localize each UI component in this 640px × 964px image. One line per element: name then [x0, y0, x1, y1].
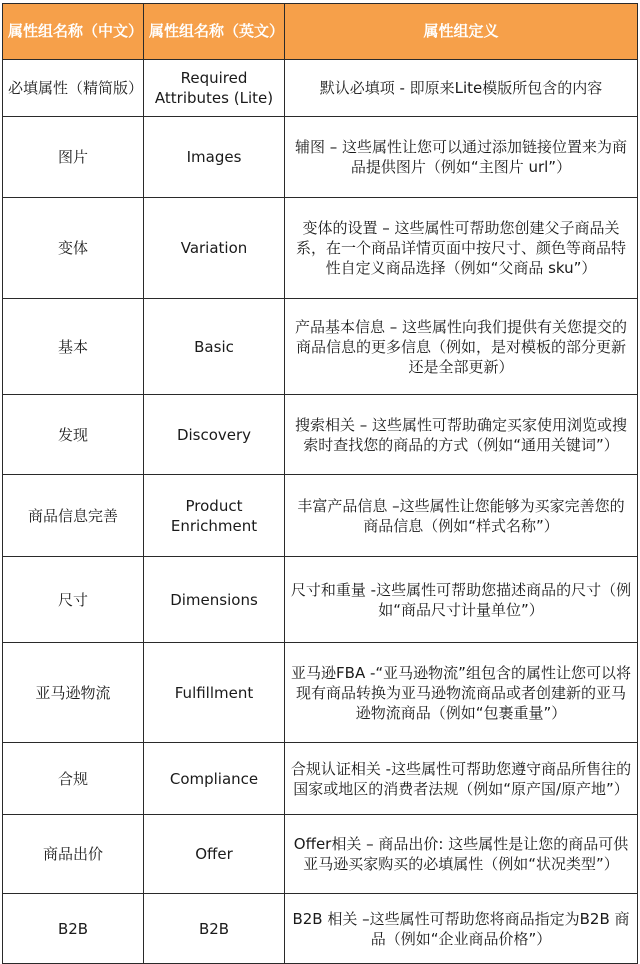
- cell-group-def: 辅图 – 这些属性让您可以通过添加链接位置来为商品提供图片（例如“主图片 url”）: [285, 117, 638, 198]
- cell-group-en: Fulfillment: [144, 643, 285, 743]
- cell-group-en: Images: [144, 117, 285, 198]
- cell-group-cn: 尺寸: [3, 557, 144, 643]
- table-row: [3, 299, 638, 395]
- attribute-group-sheet: [2, 3, 637, 961]
- cell-group-cn: 变体: [3, 198, 144, 299]
- cell-group-en: B2B: [144, 894, 285, 964]
- table-row: [3, 395, 638, 475]
- cell-group-en: Discovery: [144, 395, 285, 475]
- cell-group-en: Dimensions: [144, 557, 285, 643]
- cell-group-en: Basic: [144, 299, 285, 395]
- cell-group-cn: 合规: [3, 743, 144, 815]
- table-row: [3, 643, 638, 743]
- table-header: [3, 4, 638, 60]
- cell-group-cn: 必填属性（精简版）: [3, 60, 144, 117]
- table-row: [3, 557, 638, 643]
- cell-group-cn: 商品信息完善: [3, 475, 144, 557]
- cell-group-cn: B2B: [3, 894, 144, 964]
- cell-group-def: B2B 相关 –这些属性可帮助您将商品指定为B2B 商品（例如“企业商品价格”）: [285, 894, 638, 964]
- cell-group-en: Required Attributes (Lite): [144, 60, 285, 117]
- cell-group-def: 丰富产品信息 –这些属性让您能够为买家完善您的商品信息（例如“样式名称”）: [285, 475, 638, 557]
- cell-group-cn: 基本: [3, 299, 144, 395]
- table-row: [3, 198, 638, 299]
- cell-group-def: 产品基本信息 – 这些属性向我们提供有关您提交的商品信息的更多信息（例如，是对模板的部分更新还是全部更新）: [285, 299, 638, 395]
- cell-group-cn: 图片: [3, 117, 144, 198]
- header-col-cn: 属性组名称（中文）: [3, 4, 144, 60]
- table-row: [3, 743, 638, 815]
- cell-group-cn: 商品出价: [3, 815, 144, 894]
- cell-group-cn: 发现: [3, 395, 144, 475]
- cell-group-def: 尺寸和重量 -这些属性可帮助您描述商品的尺寸（例如“商品尺寸计量单位”）: [285, 557, 638, 643]
- table-row: [3, 815, 638, 894]
- cell-group-en: Product Enrichment: [144, 475, 285, 557]
- cell-group-en: Compliance: [144, 743, 285, 815]
- cell-group-def: 合规认证相关 -这些属性可帮助您遵守商品所售往的国家或地区的消费者法规（例如“原产国/原产地”）: [285, 743, 638, 815]
- table-row: [3, 475, 638, 557]
- cell-group-cn: 亚马逊物流: [3, 643, 144, 743]
- cell-group-def: Offer相关 – 商品出价: 这些属性是让您的商品可供亚马逊买家购买的必填属性（例如“状况类型”）: [285, 815, 638, 894]
- cell-group-def: 搜索相关 – 这些属性可帮助确定买家使用浏览或搜索时查找您的商品的方式（例如“通用关键词”）: [285, 395, 638, 475]
- cell-group-def: 变体的设置 – 这些属性可帮助您创建父子商品关系，在一个商品详情页面中按尺寸、颜色等商品特性自定义商品选择（例如“父商品 sku”）: [285, 198, 638, 299]
- header-col-en: 属性组名称（英文）: [144, 4, 285, 60]
- cell-group-en: Offer: [144, 815, 285, 894]
- cell-group-def: 默认必填项 - 即原来Lite模版所包含的内容: [285, 60, 638, 117]
- cell-group-def: 亚马逊FBA -“亚马逊物流”组包含的属性让您可以将现有商品转换为亚马逊物流商品或者创建新的亚马逊物流商品（例如“包裹重量”）: [285, 643, 638, 743]
- header-row: [3, 4, 638, 60]
- cell-group-en: Variation: [144, 198, 285, 299]
- header-col-def: 属性组定义: [285, 4, 638, 60]
- attribute-group-table: [2, 3, 638, 964]
- table-row: [3, 117, 638, 198]
- table-row: [3, 894, 638, 964]
- table-body: [3, 60, 638, 964]
- table-row: [3, 60, 638, 117]
